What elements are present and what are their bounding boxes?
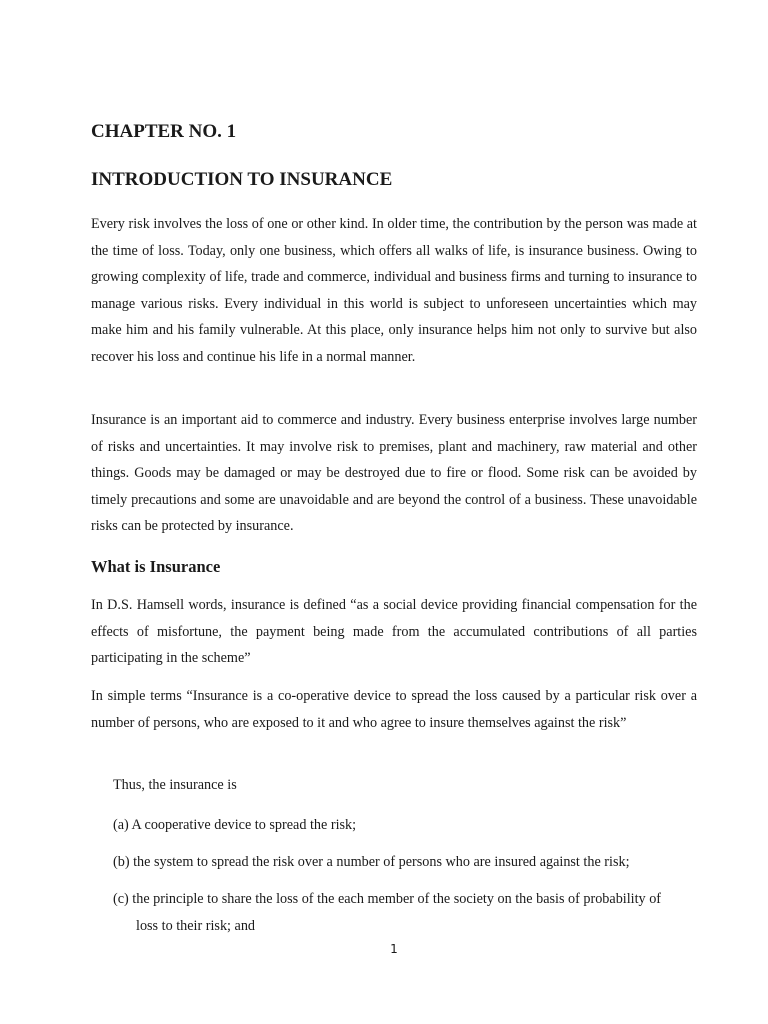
section-heading: What is Insurance [91, 557, 221, 576]
list-item-c [113, 886, 697, 939]
intro-paragraph: Every risk involves the loss of one or other kind. In older time, the contribution by the person was made at the time of loss. Today, only one business, which offers all walks of life, is insurance business. Owing to growing complexity of life, trade and commerce, individual and business firms and turning to insurance to manage various risks. Every individual in this world is subject to unforeseen uncertainties which may make him and his family vulnerable. At this place, only insurance helps him not only to survive but also recover his loss and continue his life in a normal manner. [91, 216, 697, 365]
list-item-c-line2: loss to their risk; and [136, 917, 256, 934]
chapter-label: CHAPTER NO. 1 [91, 121, 237, 142]
definition-simple: In simple terms “Insurance is a co-operative device to spread the loss caused by a particular risk over a number of persons, who are exposed to it and who agree to insure themselves against the risk” [91, 688, 697, 731]
definition-hamsell: In D.S. Hamsell words, insurance is defined “as a social device providing financial compensation for the effects of misfortune, the payment being made from the accumulated contributions of all parties participating in the scheme” [91, 597, 697, 666]
list-intro: Thus, the insurance is [113, 777, 237, 793]
page-number: 1 [390, 942, 398, 956]
commerce-paragraph: Insurance is an important aid to commerce and industry. Every business enterprise involves large number of risks and uncertainties. It may involve risk to premises, plant and machinery, raw material and other things. Goods may be damaged or may be destroyed due to fire or flood. Some risk can be avoided by timely precautions and some are unavoidable and are beyond the control of a business. These unavoidable risks can be protected by insurance. [91, 412, 697, 534]
list-item-b: (b) the system to spread the risk over a number of persons who are insured against the risk; [113, 854, 630, 870]
list-item-a: (a) A cooperative device to spread the risk; [113, 817, 357, 833]
list-item-c-line1: (c) the principle to share the loss of the each member of the society on the basis of probability of [113, 891, 662, 907]
chapter-title: INTRODUCTION TO INSURANCE [91, 169, 393, 190]
